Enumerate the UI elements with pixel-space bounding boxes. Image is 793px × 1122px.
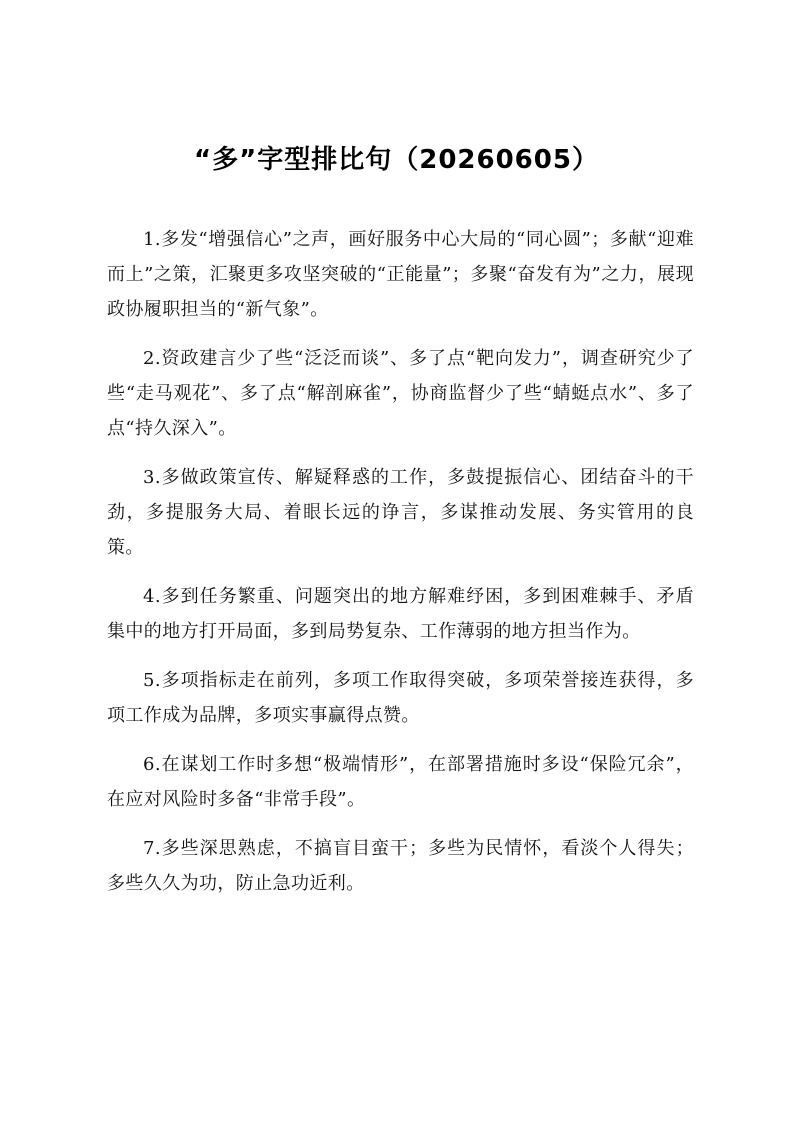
paragraph-2: 2.资政建言少了些“泛泛而谈”、多了点“靶向发力”，调查研究少了些“走马观花”、多了点“解剖麻雀”，协商监督少了些“蜻蜓点水”、多了点“持久深入”。 (107, 348, 694, 439)
paragraph-6: 6.在谋划工作时多想“极端情形”，在部署措施时多设“保险冗余”，在应对风险时多备“非常手段”。 (107, 754, 694, 810)
document-title: “多”字型排比句（20260605） (194, 145, 599, 175)
paragraph-1: 1.多发“增强信心”之声，画好服务中心大局的“同心圆”；多献“迎难而上”之策，汇聚更多攻坚突破的“正能量”；多聚“奋发有为”之力，展现政协履职担当的“新气象”。 (107, 229, 694, 320)
paragraph-4: 4.多到任务繁重、问题突出的地方解难纾困，多到困难棘手、矛盾集中的地方打开局面，多到局势复杂、工作薄弱的地方担当作为。 (107, 586, 694, 642)
paragraph-3: 3.多做政策宣传、解疑释惑的工作，多鼓提振信心、团结奋斗的干劲，多提服务大局、着眼长远的诤言，多谋推动发展、务实管用的良策。 (107, 467, 694, 558)
document-body (107, 222, 694, 915)
paragraph-5: 5.多项指标走在前列，多项工作取得突破，多项荣誉接连获得，多项工作成为品牌，多项实事赢得点赞。 (107, 670, 694, 726)
paragraph-7: 7.多些深思熟虑，不搞盲目蛮干；多些为民情怀，看淡个人得失；多些久久为功，防止急功近利。 (107, 838, 694, 894)
